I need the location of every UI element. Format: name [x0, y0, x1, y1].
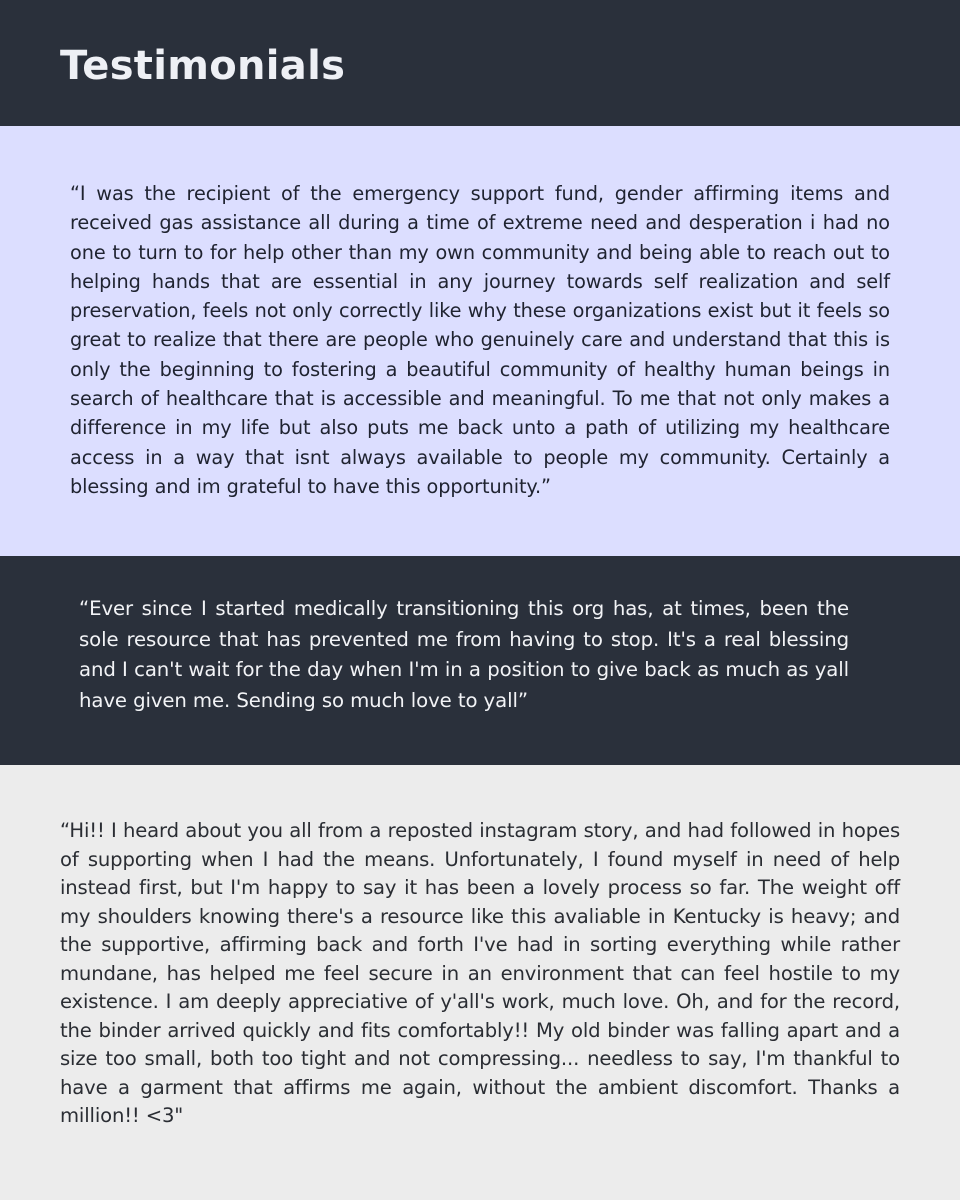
testimonial-quote: “Hi!! I heard about you all from a reposted instagram story, and had followed in hopes of supporting when I had the means. Unfortunately, I found myself in need of help instead first, but I'm happy to say it has been a lovely process so far. The weight off my shoulders knowing there's a resource like this avaliable in Kentucky is heavy; and the supportive, affirming back and forth I've had in sorting everything while rather mundane, has helped me feel secure in an environment that can feel hostile to my existence. I am deeply appreciative of y'all's work, much love. Oh, and for the record, the binder arrived quickly and fits comfortably!! My old binder was falling apart and a size too small, both too tight and not compressing... needless to say, I'm thankful to have a garment that affirms me again, without the ambient discomfort. Thanks a million!! <3"	[60, 819, 900, 1127]
testimonial-card-1	[0, 126, 960, 556]
header-banner	[0, 0, 960, 126]
testimonial-quote: “I was the recipient of the emergency support fund, gender affirming items and received gas assistance all during a time of extreme need and desperation i had no one to turn to for help other than my own community and being able to reach out to helping hands that are essential in any journey towards self realization and self preservation, feels not only correctly like why these organizations exist but it feels so great to realize that there are people who genuinely care and understand that this is only the beginning to fostering a beautiful community of healthy human beings in search of healthcare that is accessible and meaningful. To me that not only makes a difference in my life but also puts me back unto a path of utilizing my healthcare access in a way that isnt always available to people my community. Certainly a blessing and im grateful to have this opportunity.”	[70, 182, 890, 498]
page-title: Testimonials	[60, 43, 346, 89]
testimonial-card-3	[0, 765, 960, 1200]
testimonial-card-2	[0, 556, 960, 765]
testimonial-quote: “Ever since I started medically transitioning this org has, at times, been the sole resource that has prevented me from having to stop. It's a real blessing and I can't wait for the day when I'm in a position to give back as much as yall have given me. Sending so much love to yall”	[79, 597, 849, 712]
